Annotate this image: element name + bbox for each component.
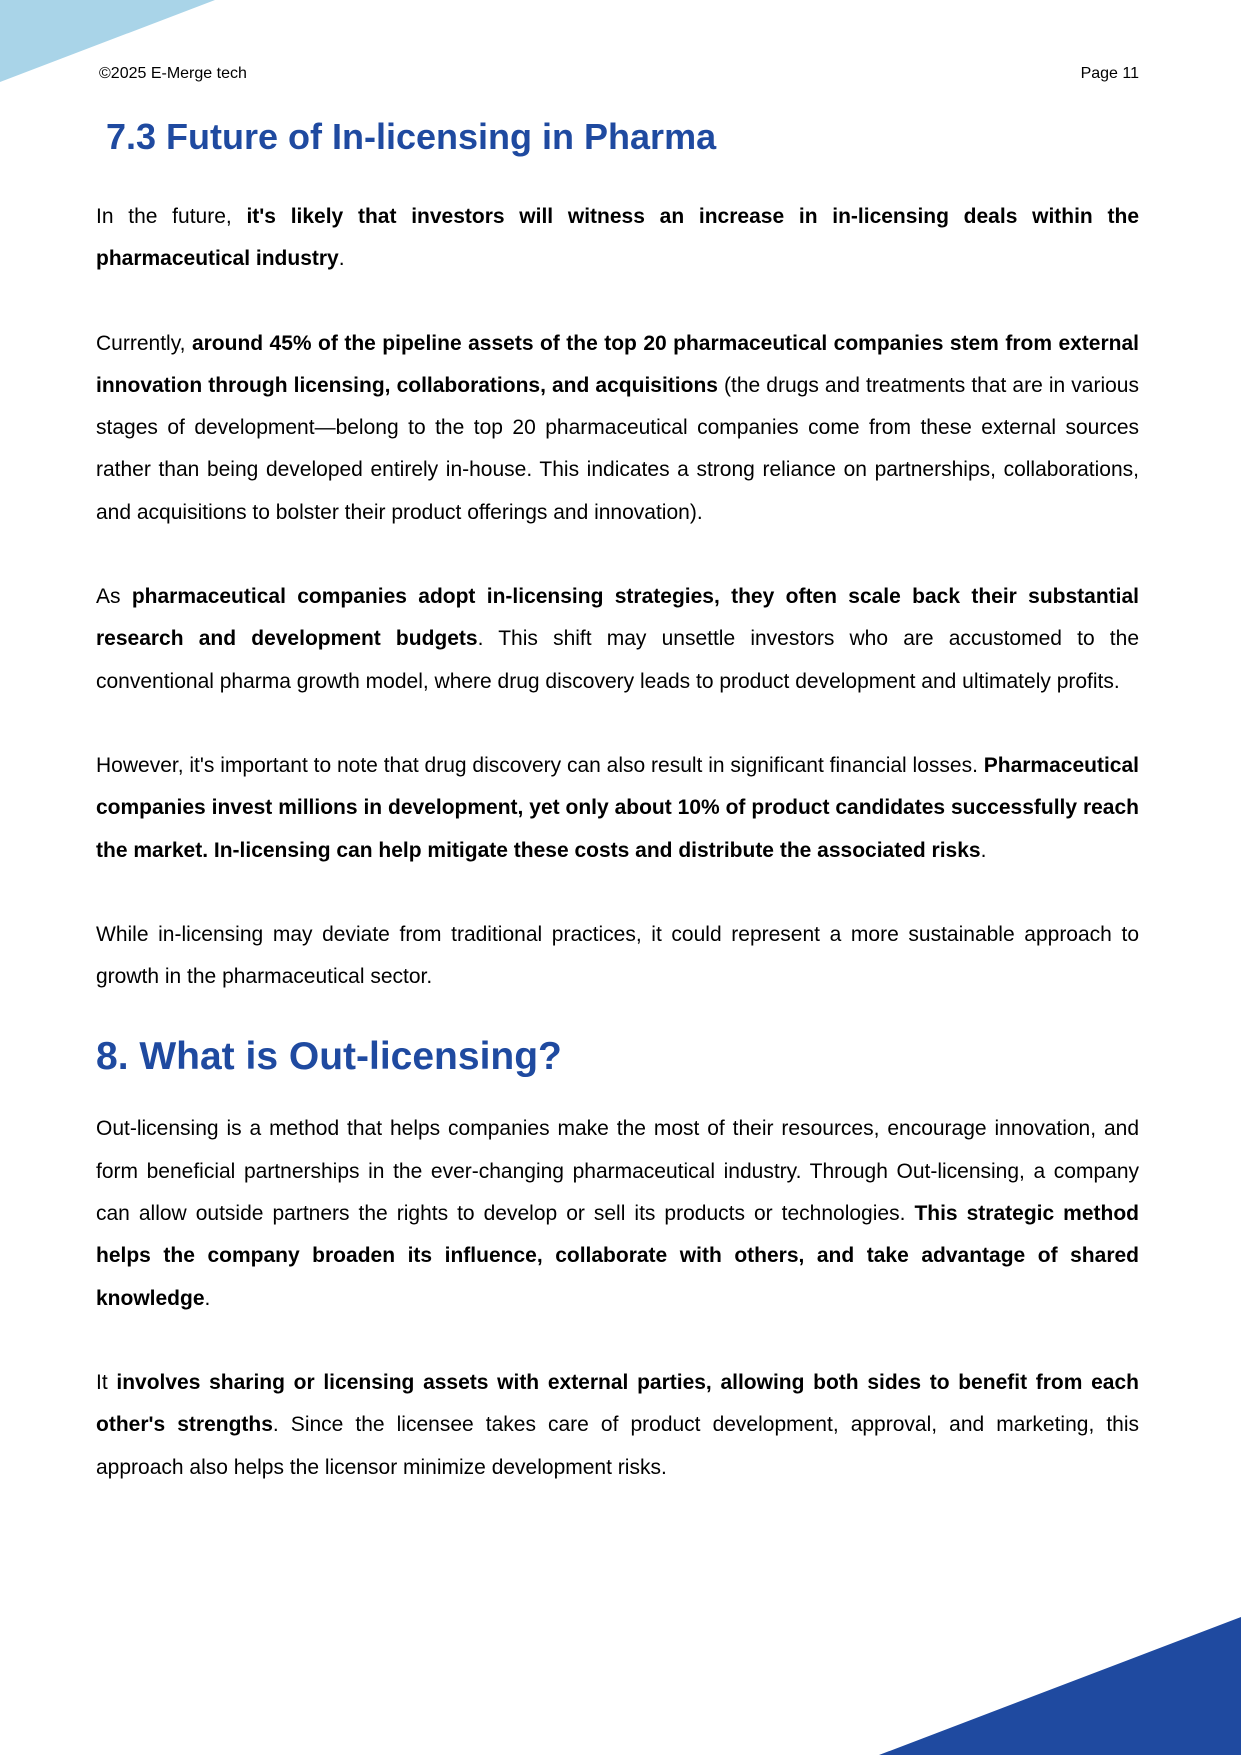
section-8-paragraph-2 xyxy=(96,1362,1139,1489)
section-8-paragraph-1 xyxy=(96,1108,1139,1319)
text-run: It xyxy=(96,1370,117,1394)
text-run: Currently, xyxy=(96,331,192,355)
page-content xyxy=(96,112,1139,1489)
text-run: As xyxy=(96,585,132,609)
text-run: In the future, xyxy=(96,205,247,228)
copyright-notice: ©2025 E-Merge tech xyxy=(99,65,247,82)
text-run: . xyxy=(204,1286,211,1310)
section-7-3-paragraph-1 xyxy=(96,196,1139,281)
text-run: . xyxy=(338,247,345,271)
section-7-3-paragraph-2 xyxy=(96,323,1139,534)
section-8-title: 8. What is Out-licensing? xyxy=(96,1035,562,1079)
text-run: Out-licensing is a method that helps companies make the most of their resources, encourage innovation, and form beneficial partnerships in the ever-changing pharmaceutical industry. Through Out-licensing, a company can allow outside partners the rights to develop or sell its products or technologies. xyxy=(96,1117,1139,1226)
page-number: Page 11 xyxy=(1080,65,1139,82)
section-7-3-title: 7.3 Future of In-licensing in Pharma xyxy=(106,116,717,157)
bold-text-run: involves sharing or licensing assets with external parties, allowing both sides to benefit from each other's strengths xyxy=(96,1370,1139,1437)
text-run: . Since the licensee takes care of product development, approval, and marketing, this approach also helps the licensor minimize development risks. xyxy=(96,1413,1140,1479)
text-run: However, it's important to note that drug discovery can also result in significant financial losses. xyxy=(96,753,984,777)
section-7-3-paragraph-5 xyxy=(96,914,1139,999)
section-7-3-paragraph-3 xyxy=(96,576,1139,703)
text-run: . xyxy=(980,838,987,862)
bold-text-run: pharmaceutical companies adopt in-licensing strategies, they often scale back their substantial research and development budgets xyxy=(96,585,1140,651)
section-7-3-paragraph-4 xyxy=(96,745,1139,872)
bottom-right-corner-shape xyxy=(879,1617,1241,1755)
bold-text-run: it's likely that investors will witness an increase in in-licensing deals within the pharmaceutical industry xyxy=(96,205,1139,271)
bottom-right-corner-decoration xyxy=(879,1617,1241,1755)
bold-text-run: Pharmaceutical companies invest millions in development, yet only about 10% of product candidates successfully reach the market. In-licensing can help mitigate these costs and distribute the associated risks xyxy=(96,753,1139,862)
text-run: While in-licensing may deviate from traditional practices, it could represent a more sustainable approach to growth in the pharmaceutical sector. xyxy=(96,922,1139,989)
bold-text-run: around 45% of the pipeline assets of the top 20 pharmaceutical companies stem from external innovation through licensing, collaborations, and acquisitions xyxy=(96,331,1139,397)
bold-text-run: This strategic method helps the company broaden its influence, collaborate with others, and take advantage of shared knowledge xyxy=(96,1202,1139,1310)
text-run: (the drugs and treatments that are in various stages of development—belong to the top 20 pharmaceutical companies come from these external sources rather than being developed entirely in-house. This indicates a strong reliance on partnerships, collaborations, and acquisitions to bolster their product offerings and innovation). xyxy=(96,373,1139,524)
text-run: . This shift may unsettle investors who are accustomed to the conventional pharma growth model, where drug discovery leads to product development and ultimately profits. xyxy=(96,627,1139,693)
